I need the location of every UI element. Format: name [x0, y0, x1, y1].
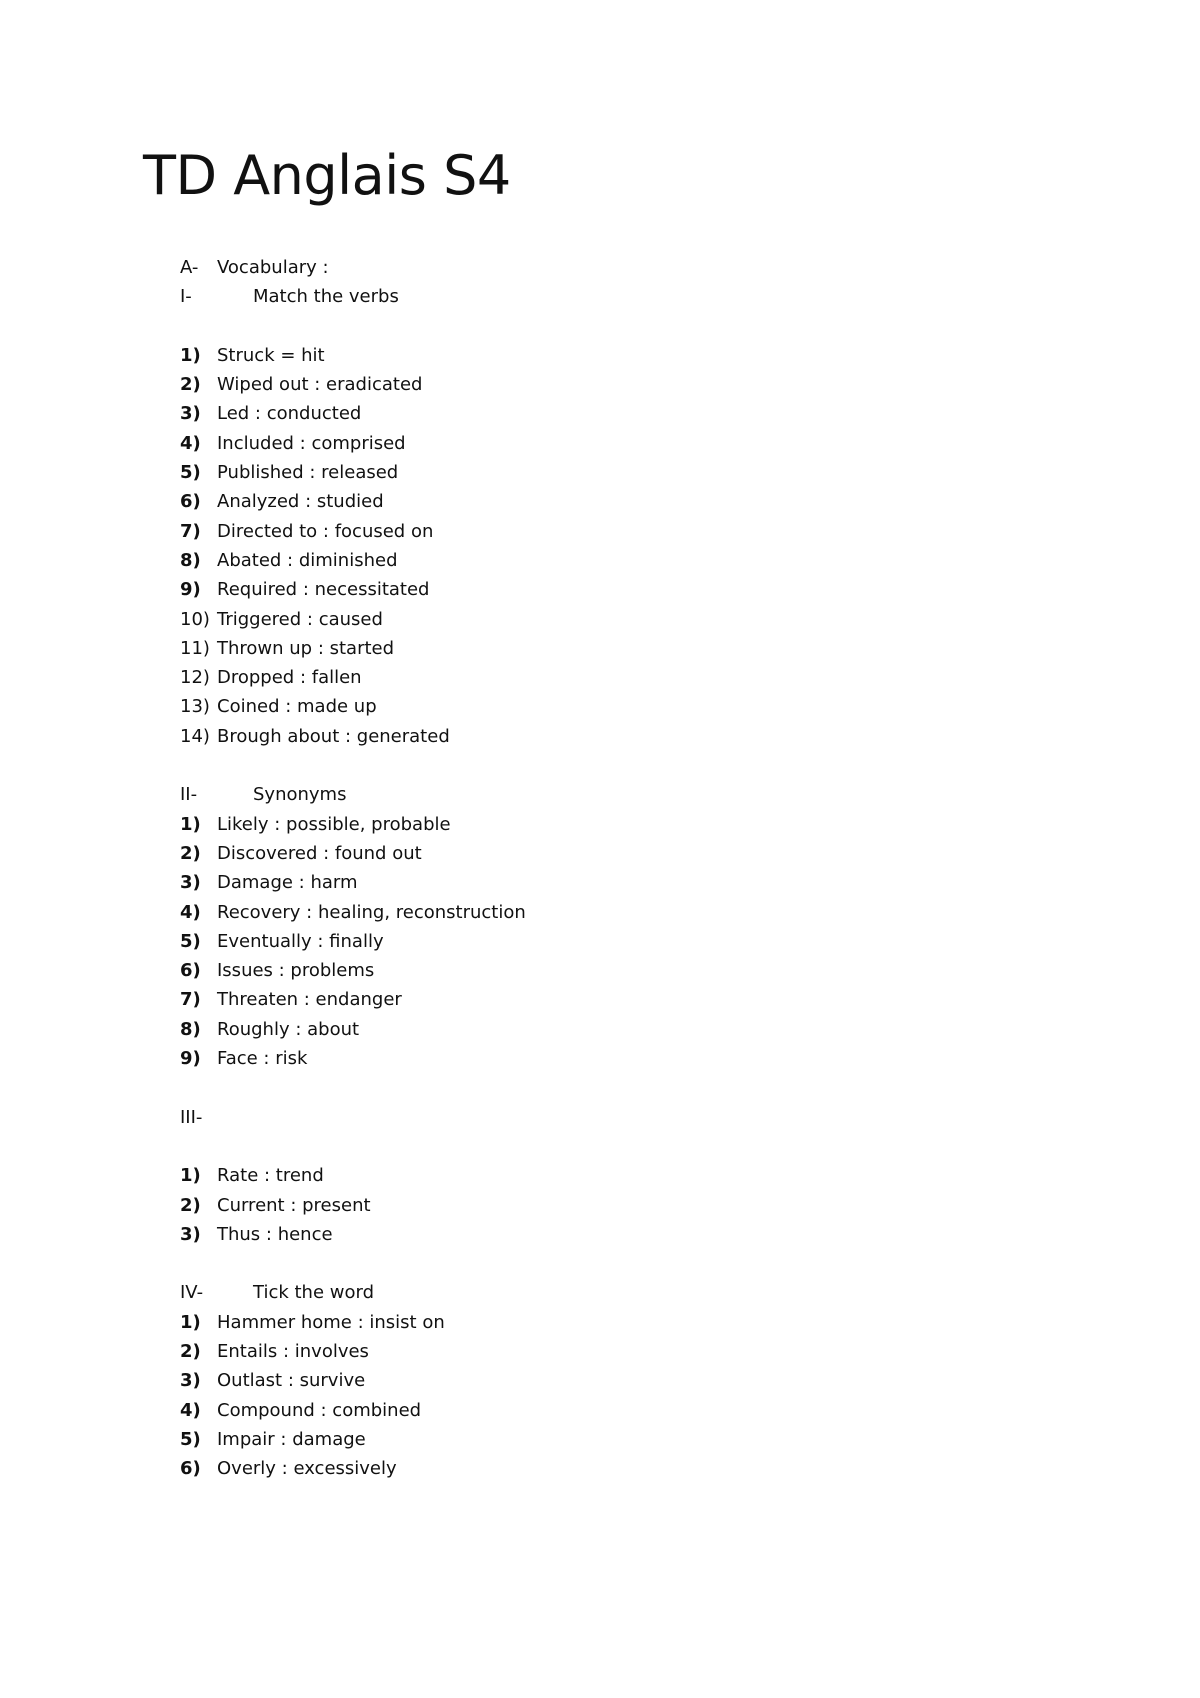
item-number: 2): [180, 374, 201, 396]
item-number: 9): [180, 579, 201, 601]
item-number: 12): [180, 667, 210, 689]
spacer: [180, 1249, 1080, 1278]
list-item: [180, 429, 1080, 458]
item-text: Coined : made up: [217, 696, 377, 718]
item-text: Entails : involves: [217, 1340, 369, 1362]
item-number: 4): [180, 432, 201, 454]
item-text: Brough about : generated: [217, 725, 450, 747]
list-item: [180, 487, 1080, 516]
list-item: [180, 1044, 1080, 1073]
list-item: [180, 985, 1080, 1014]
item-number: 2): [180, 1340, 201, 1362]
item-number: 5): [180, 1428, 201, 1450]
section-label: II-: [180, 784, 198, 806]
item-text: Wiped out : eradicated: [217, 374, 423, 396]
part-a-heading: [180, 253, 1080, 282]
part-a-label: A-: [180, 257, 199, 278]
list-item: [180, 898, 1080, 927]
part-a-title: Vocabulary :: [217, 257, 329, 278]
list-item: [180, 868, 1080, 897]
item-number: 2): [180, 842, 201, 864]
list-item: [180, 1337, 1080, 1366]
item-text: Recovery : healing, reconstruction: [217, 901, 526, 923]
item-text: Dropped : fallen: [217, 667, 362, 689]
list-item: [180, 517, 1080, 546]
section-title: Tick the word: [253, 1282, 374, 1304]
list-item: [180, 1015, 1080, 1044]
list-item: [180, 927, 1080, 956]
item-text: Analyzed : studied: [217, 491, 384, 513]
list-item: [180, 458, 1080, 487]
list-item: [180, 1366, 1080, 1395]
item-text: Face : risk: [217, 1048, 308, 1070]
list-item: [180, 341, 1080, 370]
item-text: Thus : hence: [217, 1223, 333, 1245]
list-item: [180, 810, 1080, 839]
item-number: 11): [180, 637, 210, 659]
item-text: Abated : diminished: [217, 549, 398, 571]
document-title: TD Anglais S4: [143, 144, 511, 207]
list-item: [180, 546, 1080, 575]
item-text: Likely : possible, probable: [217, 813, 451, 835]
item-number: 10): [180, 608, 210, 630]
item-number: 8): [180, 1018, 201, 1040]
item-text: Eventually : finally: [217, 930, 384, 952]
item-text: Compound : combined: [217, 1399, 422, 1421]
section-label: IV-: [180, 1282, 204, 1304]
item-text: Impair : damage: [217, 1428, 366, 1450]
item-text: Required : necessitated: [217, 579, 430, 601]
item-number: 14): [180, 725, 210, 747]
item-number: 6): [180, 1458, 201, 1480]
item-number: 6): [180, 491, 201, 513]
item-text: Issues : problems: [217, 960, 375, 982]
section-heading: [180, 780, 1080, 809]
item-number: 1): [180, 813, 201, 835]
item-number: 4): [180, 901, 201, 923]
list-item: [180, 663, 1080, 692]
item-text: Outlast : survive: [217, 1370, 366, 1392]
item-text: Struck = hit: [217, 344, 325, 366]
spacer: [180, 1132, 1080, 1161]
item-text: Directed to : focused on: [217, 520, 434, 542]
item-text: Current : present: [217, 1194, 371, 1216]
list-item: [180, 1191, 1080, 1220]
list-item: [180, 1425, 1080, 1454]
item-text: Discovered : found out: [217, 842, 422, 864]
list-item: [180, 1220, 1080, 1249]
item-number: 3): [180, 403, 201, 425]
item-number: 7): [180, 520, 201, 542]
spacer: [180, 312, 1080, 341]
item-number: 5): [180, 462, 201, 484]
item-number: 4): [180, 1399, 201, 1421]
item-number: 5): [180, 930, 201, 952]
list-item: [180, 575, 1080, 604]
item-text: Damage : harm: [217, 872, 358, 894]
section-heading: [180, 1278, 1080, 1307]
list-item: [180, 1161, 1080, 1190]
item-text: Thrown up : started: [217, 637, 395, 659]
section-heading: [180, 282, 1080, 311]
item-text: Led : conducted: [217, 403, 362, 425]
list-item: [180, 370, 1080, 399]
list-item: [180, 722, 1080, 751]
item-text: Published : released: [217, 462, 399, 484]
item-text: Threaten : endanger: [217, 989, 402, 1011]
list-item: [180, 1454, 1080, 1483]
item-number: 7): [180, 989, 201, 1011]
section-heading: [180, 1103, 1080, 1132]
list-item: [180, 1308, 1080, 1337]
list-item: [180, 605, 1080, 634]
item-text: Included : comprised: [217, 432, 406, 454]
item-number: 1): [180, 1311, 201, 1333]
item-number: 1): [180, 344, 201, 366]
item-text: Hammer home : insist on: [217, 1311, 445, 1333]
section-label: I-: [180, 286, 192, 308]
item-number: 13): [180, 696, 210, 718]
document-body: [180, 253, 1080, 1483]
list-item: [180, 1396, 1080, 1425]
item-number: 3): [180, 1223, 201, 1245]
list-item: [180, 692, 1080, 721]
item-number: 3): [180, 872, 201, 894]
section-title: Match the verbs: [253, 286, 399, 308]
list-item: [180, 634, 1080, 663]
list-item: [180, 956, 1080, 985]
section-label: III-: [180, 1106, 203, 1128]
item-number: 9): [180, 1048, 201, 1070]
item-number: 6): [180, 960, 201, 982]
item-number: 2): [180, 1194, 201, 1216]
spacer: [180, 751, 1080, 780]
list-item: [180, 399, 1080, 428]
item-text: Triggered : caused: [217, 608, 383, 630]
item-number: 3): [180, 1370, 201, 1392]
item-number: 1): [180, 1165, 201, 1187]
section-title: Synonyms: [253, 784, 347, 806]
item-text: Roughly : about: [217, 1018, 360, 1040]
spacer: [180, 1073, 1080, 1102]
item-number: 8): [180, 549, 201, 571]
item-text: Overly : excessively: [217, 1458, 397, 1480]
list-item: [180, 839, 1080, 868]
item-text: Rate : trend: [217, 1165, 324, 1187]
